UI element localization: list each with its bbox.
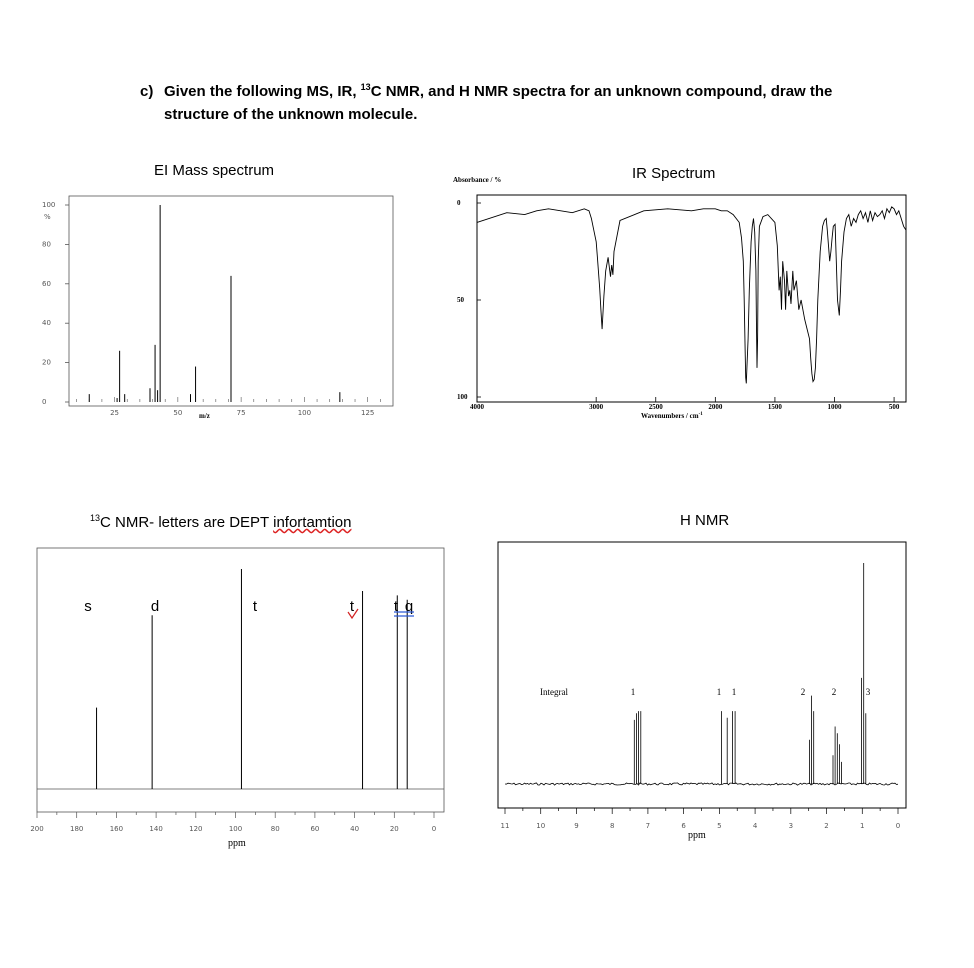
cnmr-peaks bbox=[97, 569, 408, 789]
cnmr-x-tick-label: 140 bbox=[149, 825, 163, 833]
hnmr-integral-2.4: 2 bbox=[800, 687, 806, 697]
question-superscript: 13 bbox=[360, 82, 371, 92]
ir-chart bbox=[453, 176, 906, 420]
ir-x-tick-label: 3000 bbox=[589, 403, 604, 411]
ir-x-tick-label: 2500 bbox=[648, 403, 663, 411]
hnmr-x-tick-label: 0 bbox=[895, 822, 901, 830]
hnmr-x-tick-label: 3 bbox=[788, 822, 794, 830]
cnmr-dept-label-q: q bbox=[404, 598, 414, 615]
cnmr-dept-label-t: t bbox=[252, 598, 258, 615]
ms-x-tick-label: 100 bbox=[297, 409, 312, 417]
cnmr-x-tick-label: 160 bbox=[109, 825, 124, 833]
question-line-1a: Given the following MS, IR, bbox=[164, 83, 361, 100]
cnmr-x-tick-label: 120 bbox=[189, 825, 203, 833]
cnmr-chart bbox=[30, 548, 444, 849]
ms-x-tick-label: 25 bbox=[110, 409, 120, 417]
ms-y-tick-label: 100 bbox=[42, 201, 56, 209]
hnmr-x-tick-label: 5 bbox=[717, 822, 722, 830]
ir-title: IR Spectrum bbox=[632, 165, 716, 182]
hnmr-x-tick-label: 10 bbox=[536, 822, 546, 830]
ms-x-tick-label: 125 bbox=[361, 409, 375, 417]
hnmr-integral-4.6: 1 bbox=[731, 687, 737, 697]
hnmr-x-tick-label: 8 bbox=[609, 822, 615, 830]
ms-axes bbox=[42, 201, 380, 417]
question-letter: c) bbox=[140, 83, 154, 100]
ms-y-tick-label: 60 bbox=[42, 279, 51, 288]
cnmr-dept-label-s: s bbox=[84, 598, 92, 615]
ms-x-tick-label: 50 bbox=[173, 409, 183, 417]
ir-trace bbox=[477, 207, 906, 384]
cnmr-frame bbox=[37, 548, 444, 812]
hnmr-x-tick-label: 4 bbox=[752, 822, 758, 830]
hnmr-integral-1.7: 2 bbox=[831, 687, 837, 697]
cnmr-x-tick-label: 200 bbox=[30, 825, 44, 833]
ir-x-tick-label: 2000 bbox=[708, 403, 723, 411]
cnmr-axes bbox=[30, 812, 436, 833]
hnmr-trace bbox=[505, 563, 898, 785]
cnmr-x-tick-label: 60 bbox=[310, 825, 320, 833]
hnmr-x-tick-label: 9 bbox=[574, 822, 579, 830]
question-line-1b: C NMR, and H NMR spectra for an unknown compound, draw the bbox=[370, 83, 833, 100]
ms-y-tick-label: 80 bbox=[42, 240, 51, 249]
cnmr-title-misspelled: infortamtion bbox=[273, 514, 352, 531]
ir-x-label-sup: -1 bbox=[698, 412, 703, 417]
ir-y-tick-label: 50 bbox=[457, 296, 464, 304]
ms-title: EI Mass spectrum bbox=[154, 162, 275, 179]
hnmr-x-tick-label: 2 bbox=[824, 822, 829, 830]
ir-x-label-main: Wavenumbers / cm bbox=[641, 412, 699, 420]
hnmr-x-tick-label: 11 bbox=[500, 822, 510, 830]
cnmr-x-tick-label: 20 bbox=[389, 825, 399, 833]
ms-x-tick-label: 75 bbox=[236, 409, 246, 417]
ir-x-tick-label: 4000 bbox=[470, 403, 484, 411]
ir-y-tick-label: 0 bbox=[457, 199, 461, 207]
hnmr-x-label: ppm bbox=[688, 830, 706, 841]
ms-x-label: m/z bbox=[199, 412, 210, 420]
ms-y-tick-label: 40 bbox=[42, 319, 51, 328]
cnmr-x-tick-label: 180 bbox=[70, 825, 84, 833]
cnmr-title-sup: 13 bbox=[90, 513, 101, 523]
ms-peaks bbox=[89, 205, 340, 402]
hnmr-frame bbox=[498, 542, 906, 808]
cnmr-dept-labels bbox=[84, 598, 414, 618]
hnmr-integrals bbox=[631, 687, 871, 697]
ms-y-tick-label: 20 bbox=[42, 358, 51, 367]
cnmr-x-tick-label: 80 bbox=[270, 825, 280, 833]
ms-y-unit: % bbox=[44, 213, 51, 221]
cnmr-x-tick-label: 40 bbox=[350, 825, 360, 833]
hnmr-axes bbox=[498, 808, 906, 830]
ir-y-tick-label: 100 bbox=[457, 393, 468, 401]
ir-x-tick-label: 1000 bbox=[827, 403, 842, 411]
hnmr-integral-0.95: 3 bbox=[865, 687, 871, 697]
ms-y-tick-label: 0 bbox=[42, 398, 47, 406]
ir-x-tick-label: 1500 bbox=[767, 403, 782, 411]
cnmr-dept-label-t: t bbox=[393, 598, 399, 615]
ir-y-label: Absorbance / % bbox=[453, 176, 502, 184]
cnmr-x-label: ppm bbox=[228, 838, 246, 849]
cnmr-dept-label-d: d bbox=[150, 598, 160, 615]
hnmr-x-tick-label: 7 bbox=[645, 822, 651, 830]
ms-chart bbox=[42, 196, 393, 420]
hnmr-x-tick-label: 1 bbox=[860, 822, 865, 830]
ir-axes bbox=[457, 199, 900, 411]
hnmr-title: H NMR bbox=[680, 512, 730, 529]
hnmr-x-tick-label: 6 bbox=[681, 822, 686, 830]
cnmr-x-tick-label: 0 bbox=[431, 825, 437, 833]
ir-frame bbox=[477, 195, 906, 402]
ir-x-tick-label: 500 bbox=[888, 403, 900, 411]
hnmr-integral-label: Integral bbox=[540, 687, 568, 697]
ir-x-label bbox=[641, 412, 703, 420]
hnmr-chart bbox=[498, 542, 906, 841]
hnmr-integral-4.9: 1 bbox=[716, 687, 722, 697]
hnmr-integral-7.3: 1 bbox=[630, 687, 636, 697]
cnmr-x-tick-label: 100 bbox=[228, 825, 243, 833]
cnmr-title-main: C NMR- letters are DEPT bbox=[100, 514, 274, 531]
question-line-2: structure of the unknown molecule. bbox=[164, 106, 418, 123]
cnmr-dept-label-t: t bbox=[349, 598, 355, 615]
